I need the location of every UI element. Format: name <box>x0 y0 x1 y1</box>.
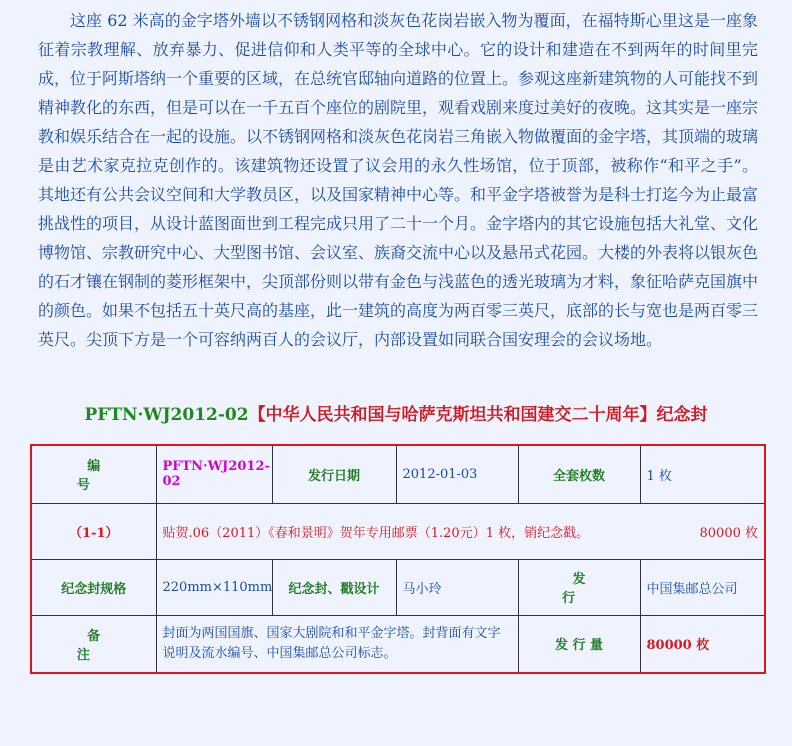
date-label: 发行日期 <box>272 445 396 503</box>
cover-name: 【中华人民共和国与哈萨克斯坦共和国建交二十周年】纪念封 <box>248 405 708 425</box>
note-label: 备 注 <box>31 615 156 673</box>
issuer-value: 中国集邮总公司 <box>640 559 765 615</box>
table-row <box>31 559 765 615</box>
number-value: PFTN·WJ2012-02 <box>156 445 272 503</box>
volume-value: 80000 枚 <box>640 615 765 673</box>
cover-title <box>0 400 792 425</box>
designer-label: 纪念封、戳设计 <box>272 559 396 615</box>
count-value: 1 枚 <box>640 445 765 503</box>
note-value: 封面为两国国旗、国家大剧院和和平金字塔。封背面有文字说明及流水编号、中国集邮总公司标志。 <box>156 615 518 673</box>
issuer-label: 发 行 <box>518 559 640 615</box>
spec-label: 纪念封规格 <box>31 559 156 615</box>
table-row <box>31 615 765 673</box>
cover-code: PFTN·WJ2012-02 <box>84 405 249 425</box>
volume-label: 发 行 量 <box>518 615 640 673</box>
item-description: 贴贺.06（2011）《春和景明》贺年专用邮票（1.20元）1 枚，销纪念戳。 <box>162 525 590 541</box>
spec-value: 220mm×110mm <box>156 559 272 615</box>
date-value: 2012-01-03 <box>396 445 518 503</box>
number-label: 编 号 <box>31 445 156 503</box>
designer-value: 马小玲 <box>396 559 518 615</box>
item-quantity: 80000 枚 <box>699 525 758 541</box>
table-row <box>31 445 765 503</box>
item-cell <box>156 503 765 559</box>
intro-paragraph: 这座 62 米高的金字塔外墙以不锈钢网格和淡灰色花岗岩嵌入物为覆面，在福特斯心里这是一座象征着宗教理解、放弃暴力、促进信仰和人类平等的全球中心。它的设计和建造在不到两年的时间里完成，位于阿斯塔纳一个重要的区域，在总统官邸轴向道路的位置上。参观这座新建筑物的人可能找不到精神教化的东西，但是可以在一千五百个座位的剧院里，观看戏剧来度过美好的夜晚。这其实是一座宗教和娱乐结合在一起的设施。以不锈钢网格和淡灰色花岗岩三角嵌入物做覆面的金字塔，其顶端的玻璃是由艺术家克拉克创作的。该建筑物还设置了议会用的永久性场馆，位于顶部，被称作“和平之手”。其地还有公共会议空间和大学教员区，以及国家精神中心等。和平金字塔被誉为是科士打迄今为止最富挑战性的项目，从设计蓝图面世到工程完成只用了二十一个月。金字塔内的其它设施包括大礼堂、文化博物馆、宗教研究中心、大型图书馆、会议室、族裔交流中心以及悬吊式花园。大楼的外表将以银灰色的石才镶在钢制的菱形框架中，尖顶部份则以带有金色与浅蓝色的透光玻璃为才料，象征哈萨克国旗中的颜色。如果不包括五十英尺高的基座，此一建筑的高度为两百零三英尺，底部的长与宽也是两百零三英尺。尖顶下方是一个可容纳两百人的会议厅，内部设置如同联合国安理会的会议场地。 <box>38 11 759 349</box>
cover-info-table <box>30 444 766 674</box>
table-row <box>31 503 765 559</box>
item-label: （1-1） <box>31 503 156 559</box>
count-label: 全套枚数 <box>518 445 640 503</box>
